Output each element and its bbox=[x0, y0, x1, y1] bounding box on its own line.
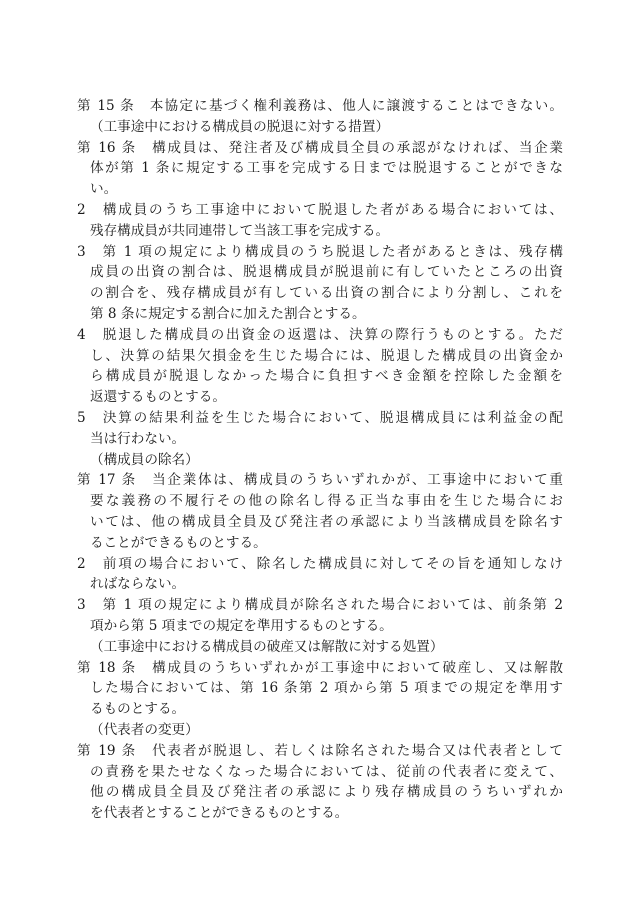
article-16-4-line-1: 4 脱退した構成員の出資金の返還は、決算の際行うものとする。ただ bbox=[77, 326, 563, 343]
article-19-line-1: 第 19 条 代表者が脱退し、若しくは除名された場合又は代表者として bbox=[77, 742, 563, 759]
article-17-line-4: ることができるものとする。 bbox=[90, 534, 267, 551]
article-15 bbox=[77, 96, 563, 117]
article-19-line-2: の責務を果たせなくなった場合においては、従前の代表者に変えて、 bbox=[90, 763, 563, 780]
article-17-line-1: 第 17 条 当企業体は、構成員のうちいずれかが、工事途中において重 bbox=[77, 472, 563, 489]
article-16-2-line-1: 2 構成員のうち工事途中において脱退した者がある場合においては、 bbox=[77, 201, 563, 218]
article-17-line-3: いては、他の構成員全員及び発注者の承認により当該構成員を除名す bbox=[90, 513, 563, 530]
article-16-3-line-3: の割合を、残存構成員が有している出資の割合により分割し、これを bbox=[90, 285, 563, 302]
article-18-line-1: 第 18 条 構成員のうちいずれかが工事途中において破産し、又は解散 bbox=[77, 659, 563, 676]
heading-article-18: （工事途中における構成員の破産又は解散に対する処置） bbox=[90, 638, 444, 655]
article-16-4-line-3: ら構成員が脱退しなかった場合に負担すべき金額を控除した金額を bbox=[90, 368, 563, 385]
article-17 bbox=[77, 470, 563, 553]
article-17-line-2: 要な義務の不履行その他の除名し得る正当な事由を生じた場合にお bbox=[90, 493, 563, 510]
article-17-paragraph-3 bbox=[77, 595, 563, 637]
article-16-paragraph-3 bbox=[77, 242, 563, 325]
article-16-4-line-4: 返還するものとする。 bbox=[90, 389, 226, 406]
article-18-line-3: るものとする。 bbox=[90, 701, 186, 718]
article-16-5-line-1: 5 決算の結果利益を生じた場合において、脱退構成員には利益金の配 bbox=[77, 409, 563, 426]
article-19-line-4: を代表者とすることができるものとする。 bbox=[90, 805, 349, 822]
article-16-2-line-2: 残存構成員が共同連帯して当該工事を完成する。 bbox=[90, 222, 390, 239]
article-15-line-1: 第 15 条 本協定に基づく権利義務は、他人に譲渡することはできない。 bbox=[77, 98, 563, 114]
article-16-3-line-2: 成員の出資の割合は、脱退構成員が脱退前に有していたところの出資 bbox=[90, 264, 563, 281]
article-16-paragraph-4 bbox=[77, 325, 563, 408]
article-16-line-1: 第 16 条 構成員は、発注者及び構成員全員の承認がなければ、当企業 bbox=[77, 139, 563, 156]
article-19 bbox=[77, 741, 563, 824]
article-16-3-line-1: 3 第 1 項の規定により構成員のうち脱退した者があるときは、残存構 bbox=[77, 243, 563, 260]
article-16-4-line-2: し、決算の結果欠損金を生じた場合には、脱退した構成員の出資金か bbox=[90, 347, 563, 364]
heading-article-16: （工事途中における構成員の脱退に対する措置） bbox=[90, 118, 390, 135]
article-17-3-line-2: 項から第 5 項までの規定を準用するものとする。 bbox=[90, 617, 393, 634]
article-17-2-line-2: ればならない。 bbox=[90, 576, 186, 593]
heading-article-19: （代表者の変更） bbox=[90, 721, 199, 738]
article-19-line-3: 他の構成員全員及び発注者の承認により残存構成員のうちいずれか bbox=[90, 784, 563, 801]
article-16-line-3: い。 bbox=[90, 181, 118, 198]
article-16-3-line-4: 第 8 条に規定する割合に加えた割合とする。 bbox=[90, 305, 366, 322]
article-16-line-2: 体が第 1 条に規定する工事を完成する日までは脱退することができな bbox=[90, 160, 563, 177]
article-17-paragraph-2 bbox=[77, 554, 563, 596]
document-page bbox=[77, 96, 563, 824]
article-16-paragraph-2 bbox=[77, 200, 563, 242]
article-17-2-line-1: 2 前項の場合において、除名した構成員に対してその旨を通知しなけ bbox=[77, 555, 563, 572]
article-16-5-line-2: 当は行わない。 bbox=[90, 430, 186, 447]
article-18 bbox=[77, 658, 563, 720]
article-18-line-2: した場合においては、第 16 条第 2 項から第 5 項までの規定を準用す bbox=[90, 680, 563, 697]
article-16-paragraph-5 bbox=[77, 408, 563, 450]
article-16 bbox=[77, 138, 563, 200]
article-17-3-line-1: 3 第 1 項の規定により構成員が除名された場合においては、前条第 2 bbox=[77, 597, 563, 614]
heading-article-17: （構成員の除名） bbox=[90, 451, 199, 468]
